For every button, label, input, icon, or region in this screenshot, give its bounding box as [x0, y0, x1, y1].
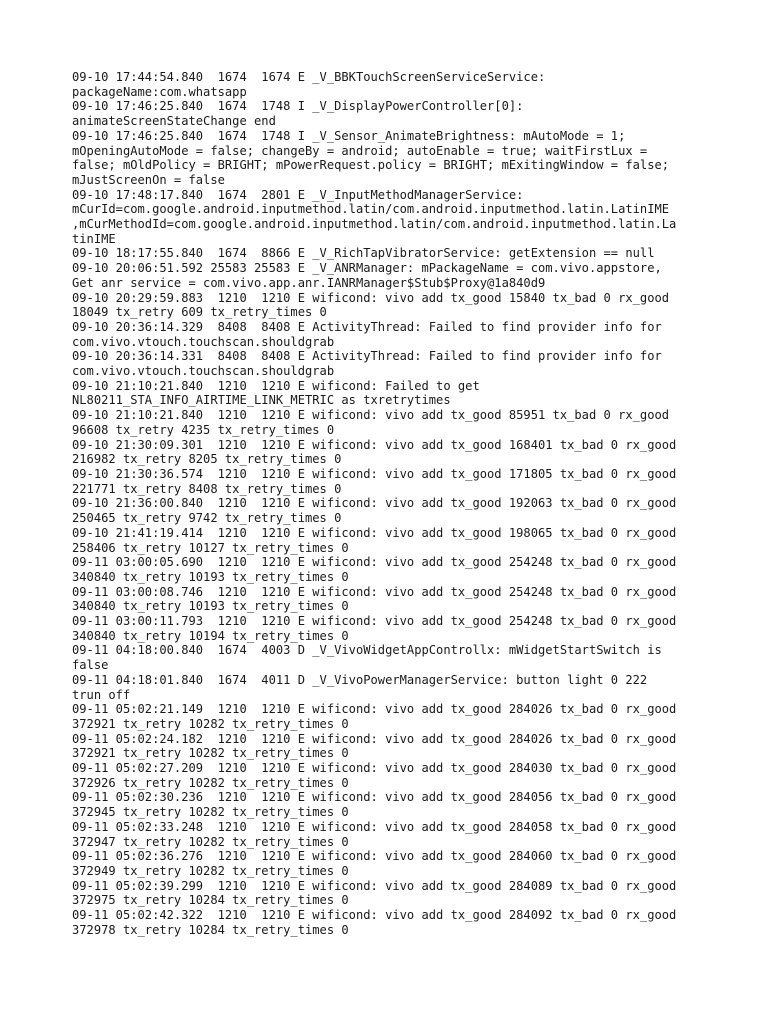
log-line: 09-10 21:30:36.574 1210 1210 E wificond: vivo add tx_good 171805 tx_bad 0 rx_good [72, 466, 677, 481]
log-line: 09-11 05:02:27.209 1210 1210 E wificond: vivo add tx_good 284030 tx_bad 0 rx_good [72, 761, 677, 776]
log-line: NL80211_STA_INFO_AIRTIME_LINK_METRIC as txretrytimes [72, 393, 451, 408]
log-line: 09-10 17:46:25.840 1674 1748 I _V_DisplayPowerController[0]: [72, 99, 524, 114]
log-line: 18049 tx_retry 609 tx_retry_times 0 [72, 305, 327, 320]
log-line: animateScreenStateChange end [72, 114, 276, 129]
log-line: 221771 tx_retry 8408 tx_retry_times 0 [72, 481, 342, 496]
log-line: mJustScreenOn = false [72, 172, 225, 187]
log-line: 372978 tx_retry 10284 tx_retry_times 0 [72, 922, 349, 937]
log-line: Get anr service = com.vivo.app.anr.IANRManager$Stub$Proxy@1a840d9 [72, 275, 546, 290]
log-line: 372921 tx_retry 10282 tx_retry_times 0 [72, 746, 349, 761]
log-line: 09-10 20:06:51.592 25583 25583 E _V_ANRManager: mPackageName = com.vivo.appstore, [72, 261, 662, 276]
log-line: 216982 tx_retry 8205 tx_retry_times 0 [72, 452, 342, 467]
log-line: ,mCurMethodId=com.google.android.inputmethod.latin/com.android.inputmethod.latin.La [72, 217, 677, 232]
log-line: 340840 tx_retry 10193 tx_retry_times 0 [72, 569, 349, 584]
log-line: 09-11 04:18:00.840 1674 4003 D _V_VivoWidgetAppControllx: mWidgetStartSwitch is [72, 643, 662, 658]
log-line: 258406 tx_retry 10127 tx_retry_times 0 [72, 540, 349, 555]
log-line: 09-10 21:36:00.840 1210 1210 E wificond: vivo add tx_good 192063 tx_bad 0 rx_good [72, 496, 677, 511]
log-line: com.vivo.vtouch.touchscan.shouldgrab [72, 364, 335, 379]
log-line: 09-11 05:02:21.149 1210 1210 E wificond: vivo add tx_good 284026 tx_bad 0 rx_good [72, 702, 677, 717]
log-line: mOpeningAutoMode = false; changeBy = android; autoEnable = true; waitFirstLux = [72, 143, 648, 158]
log-line: 372947 tx_retry 10282 tx_retry_times 0 [72, 834, 349, 849]
log-line: false [72, 658, 109, 673]
log-line: 09-10 21:30:09.301 1210 1210 E wificond: vivo add tx_good 168401 tx_bad 0 rx_good [72, 437, 677, 452]
log-line: 09-11 03:00:08.746 1210 1210 E wificond: vivo add tx_good 254248 tx_bad 0 rx_good [72, 584, 677, 599]
log-line: 09-11 05:02:30.236 1210 1210 E wificond: vivo add tx_good 284056 tx_bad 0 rx_good [72, 790, 677, 805]
log-line: 09-11 05:02:36.276 1210 1210 E wificond: vivo add tx_good 284060 tx_bad 0 rx_good [72, 849, 677, 864]
log-line: 372949 tx_retry 10282 tx_retry_times 0 [72, 863, 349, 878]
log-line: 09-11 04:18:01.840 1674 4011 D _V_VivoPowerManagerService: button light 0 222 [72, 672, 648, 687]
log-line: 09-11 03:00:11.793 1210 1210 E wificond: vivo add tx_good 254248 tx_bad 0 rx_good [72, 614, 677, 629]
log-line: 09-10 17:46:25.840 1674 1748 I _V_Sensor_AnimateBrightness: mAutoMode = 1; [72, 128, 626, 143]
log-line: false; mOldPolicy = BRIGHT; mPowerRequest.policy = BRIGHT; mExitingWindow = false; [72, 158, 670, 173]
log-line: packageName:com.whatsapp [72, 84, 247, 99]
log-line: 372945 tx_retry 10282 tx_retry_times 0 [72, 805, 349, 820]
log-line: 09-10 17:48:17.840 1674 2801 E _V_InputMethodManagerService: [72, 187, 524, 202]
log-line: 09-11 05:02:42.322 1210 1210 E wificond: vivo add tx_good 284092 tx_bad 0 rx_good [72, 908, 677, 923]
log-line: 09-10 20:36:14.329 8408 8408 E ActivityThread: Failed to find provider info for [72, 319, 662, 334]
log-line: 09-10 21:10:21.840 1210 1210 E wificond: Failed to get [72, 378, 480, 393]
log-line: trun off [72, 687, 131, 702]
log-line: 340840 tx_retry 10193 tx_retry_times 0 [72, 599, 349, 614]
log-line: 09-11 05:02:33.248 1210 1210 E wificond: vivo add tx_good 284058 tx_bad 0 rx_good [72, 819, 677, 834]
log-line: mCurId=com.google.android.inputmethod.latin/com.android.inputmethod.latin.LatinIME [72, 202, 670, 217]
log-line: 372975 tx_retry 10284 tx_retry_times 0 [72, 893, 349, 908]
log-line: 09-11 05:02:24.182 1210 1210 E wificond: vivo add tx_good 284026 tx_bad 0 rx_good [72, 731, 677, 746]
log-line: 09-10 20:36:14.331 8408 8408 E ActivityThread: Failed to find provider info for [72, 349, 662, 364]
log-line: 09-10 21:10:21.840 1210 1210 E wificond: vivo add tx_good 85951 tx_bad 0 rx_good [72, 408, 670, 423]
log-line: 340840 tx_retry 10194 tx_retry_times 0 [72, 628, 349, 643]
log-line: 96608 tx_retry 4235 tx_retry_times 0 [72, 422, 335, 437]
log-line: 09-10 20:29:59.883 1210 1210 E wificond: vivo add tx_good 15840 tx_bad 0 rx_good [72, 290, 670, 305]
log-line: 09-11 05:02:39.299 1210 1210 E wificond: vivo add tx_good 284089 tx_bad 0 rx_good [72, 878, 677, 893]
log-line: 372921 tx_retry 10282 tx_retry_times 0 [72, 716, 349, 731]
log-line: 09-11 03:00:05.690 1210 1210 E wificond: vivo add tx_good 254248 tx_bad 0 rx_good [72, 555, 677, 570]
log-line: tinIME [72, 231, 116, 246]
log-line: 372926 tx_retry 10282 tx_retry_times 0 [72, 775, 349, 790]
log-line: com.vivo.vtouch.touchscan.shouldgrab [72, 334, 335, 349]
log-line: 09-10 21:41:19.414 1210 1210 E wificond: vivo add tx_good 198065 tx_bad 0 rx_good [72, 525, 677, 540]
log-text-block [72, 70, 712, 937]
log-line: 250465 tx_retry 9742 tx_retry_times 0 [72, 511, 342, 526]
log-line: 09-10 18:17:55.840 1674 8866 E _V_RichTapVibratorService: getExtension == null [72, 246, 655, 261]
log-line: 09-10 17:44:54.840 1674 1674 E _V_BBKTouchScreenServiceService: [72, 70, 546, 84]
